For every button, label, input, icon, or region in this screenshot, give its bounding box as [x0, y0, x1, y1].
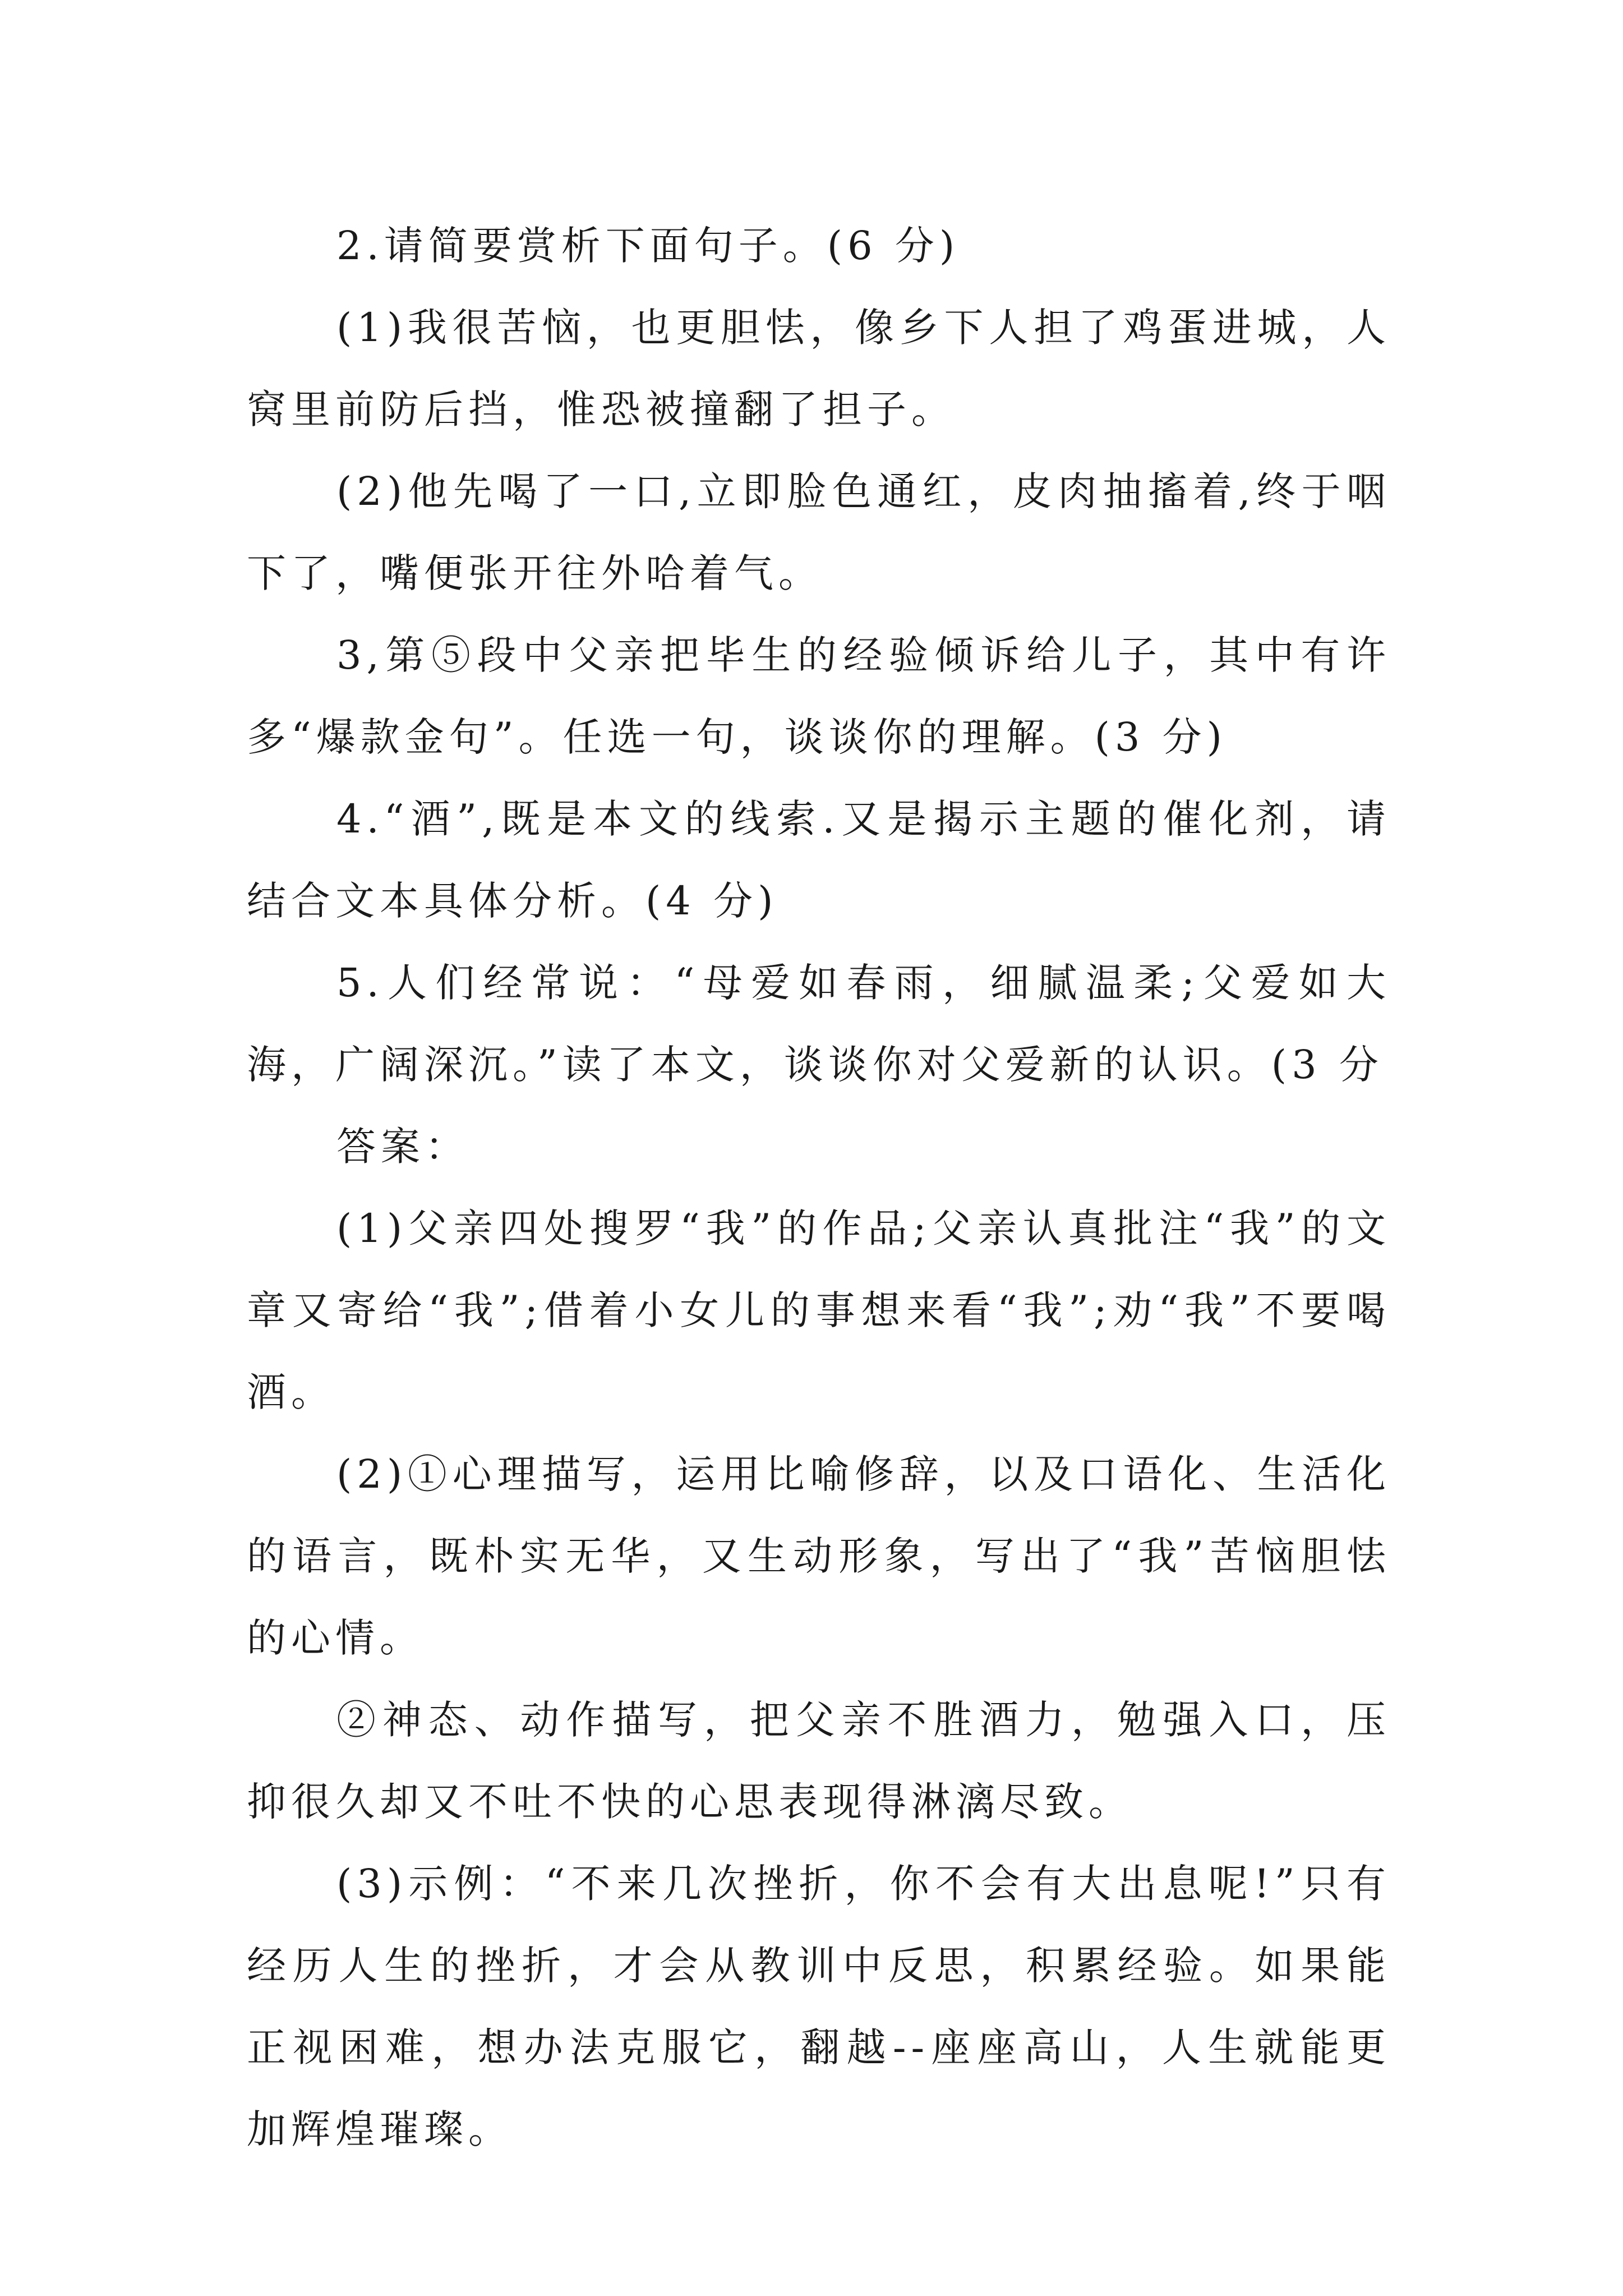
question-2: 2.请简要赏析下面句子。(6 分) [336, 223, 960, 269]
question-2-item-1: (1)我很苦恼，也更胆怯，像乡下人担了鸡蛋进城，人窝里前防后挡，惟恐被撞翻了担子。 [247, 305, 1391, 432]
answer-2-item-2: ②神态、动作描写，把父亲不胜酒力，勉强入口，压抑很久却又不吐不快的心思表现得淋漓尽致。 [247, 1697, 1391, 1825]
answer-3: (3)示例：“不来几次挫折，你不会有大出息呢!”只有经历人生的挫折，才会从教训中反思，积累经验。如果能正视困难，想办法克服它，翻越--座座高山，人生就能更加辉煌璀璨。 [247, 1861, 1391, 2152]
question-2-item-2: (2)他先喝了一口,立即脸色通红，皮肉抽搐着,终于咽下了，嘴便张开往外哈着气。 [247, 468, 1391, 596]
document-body [247, 205, 1391, 2170]
answer-heading: 答案： [336, 1124, 469, 1170]
answer-1: (1)父亲四处搜罗“我”的作品;父亲认真批注“我”的文章又寄给“我”;借着小女儿的事想来看“我”;劝“我”不要喝酒。 [247, 1205, 1391, 1415]
answer-2-item-1: (2)①心理描写，运用比喻修辞，以及口语化、生活化的语言，既朴实无华，又生动形象，写出了“我”苦恼胆怯的心情。 [247, 1451, 1391, 1661]
question-5: 5.人们经常说：“母爱如春雨，细腻温柔;父爱如大海，广阔深沉。”读了本文，谈谈你对父爱新的认识。(3 分 [247, 960, 1391, 1088]
question-3: 3,第⑤段中父亲把毕生的经验倾诉给儿子，其中有许多“爆款金句”。任选一句，谈谈你的理解。(3 分) [247, 632, 1391, 760]
question-4: 4.“酒”,既是本文的线索.又是揭示主题的催化剂，请结合文本具体分析。(4 分) [247, 796, 1391, 924]
